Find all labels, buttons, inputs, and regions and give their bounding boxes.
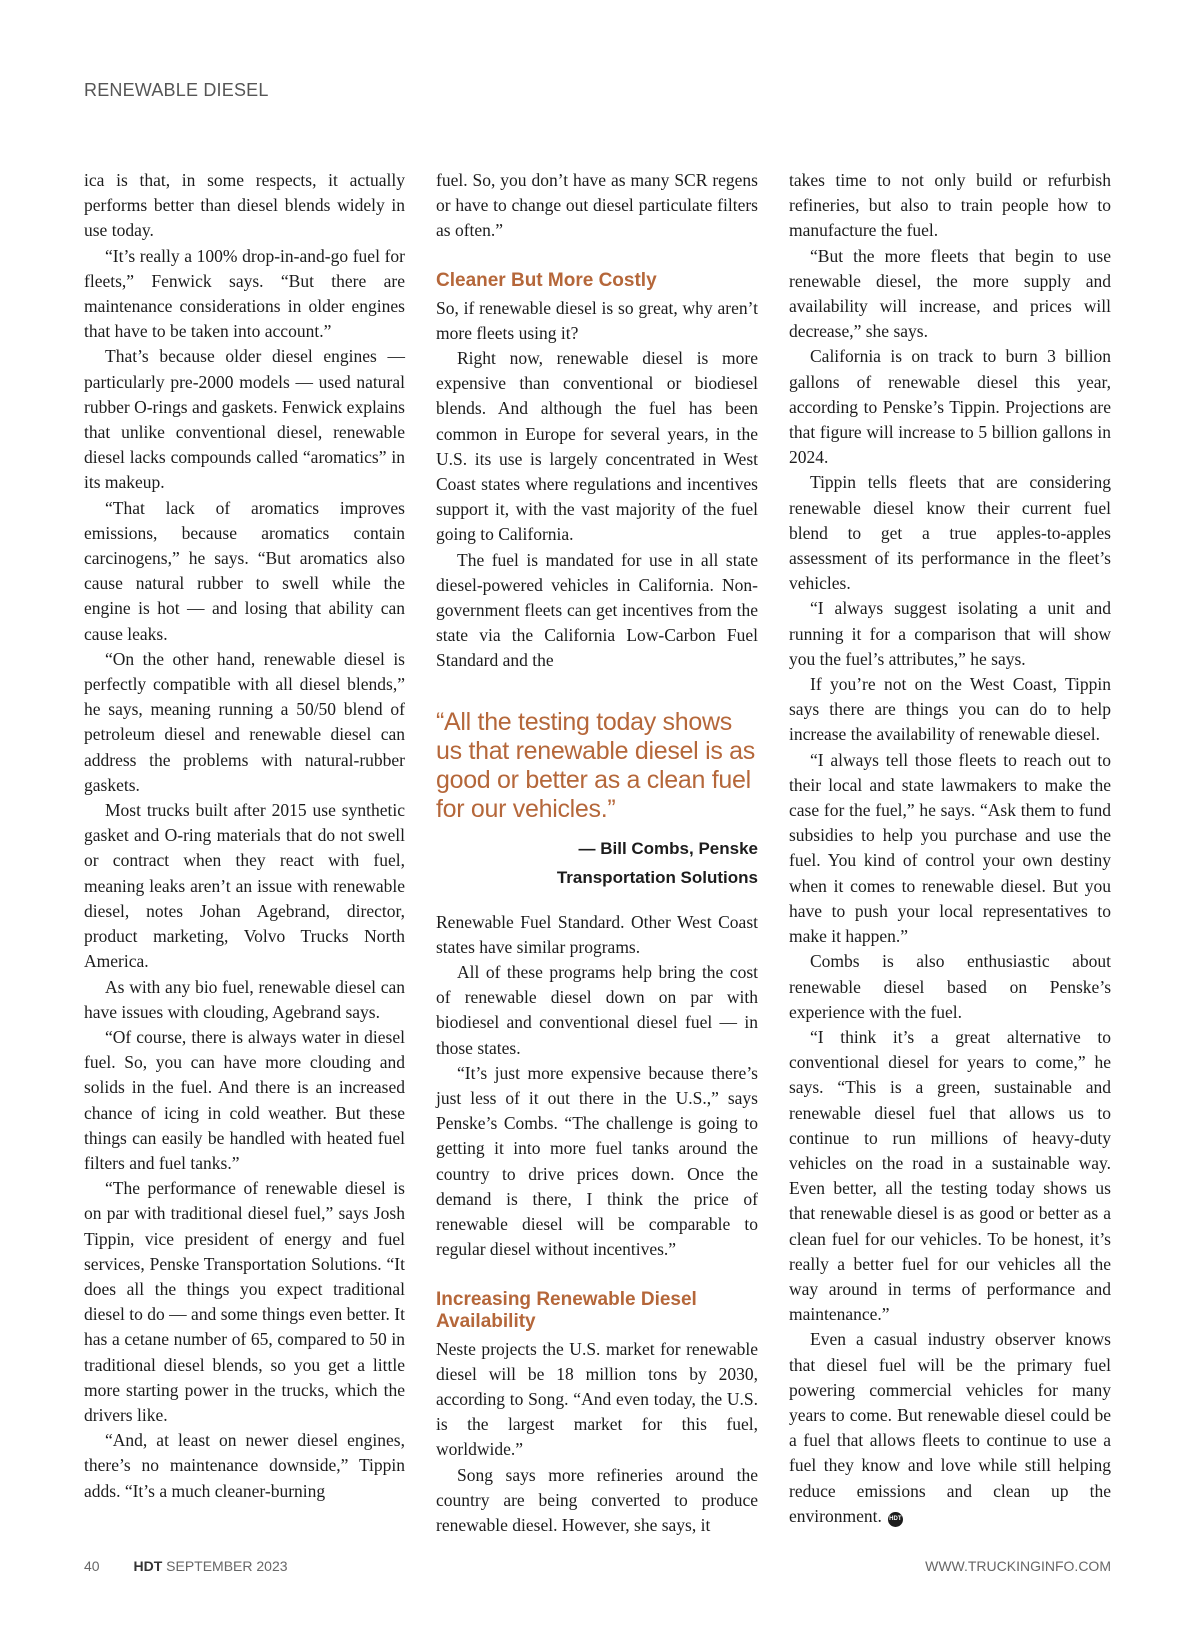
- end-of-article-icon: HDT: [888, 1512, 903, 1527]
- issue-date: SEPTEMBER 2023: [166, 1558, 288, 1574]
- paragraph: “And, at least on newer diesel engines, there’s no maintenance downside,” Tippin adds. “It’s a much cleaner-burning: [84, 1430, 405, 1501]
- paragraph: takes time to not only build or refurbish refineries, but also to train people how to manufacture the fuel.: [789, 170, 1111, 241]
- paragraph: Right now, renewable diesel is more expensive than conventional or biodiesel blends. And although the fuel has been common in Europe for several years, in the U.S. its use is largely concentrated in West Coast states where regulations and incentives support it, with the vast majority of the fuel going to California.: [436, 348, 758, 545]
- paragraph: ica is that, in some respects, it actually performs better than diesel blends widely in use today.: [84, 170, 405, 241]
- paragraph: Combs is also enthusiastic about renewable diesel based on Penske’s experience with the fuel.: [789, 951, 1111, 1022]
- paragraph: Song says more refineries around the country are being converted to produce renewable diesel. However, she says, it: [436, 1464, 758, 1535]
- page-number: 40: [84, 1558, 100, 1574]
- paragraph: “But the more fleets that begin to use renewable diesel, the more supply and availability will increase, and prices will decrease,” she says.: [789, 245, 1111, 342]
- paragraph: If you’re not on the West Coast, Tippin says there are things you can do to help increase the availability of renewable diesel.: [789, 674, 1111, 745]
- paragraph: Neste projects the U.S. market for renewable diesel will be 18 million tons by 2030, according to Song. “And even today, the U.S. is the largest market for this fuel, worldwide.”: [436, 1338, 758, 1460]
- pull-quote-attribution: [436, 834, 758, 892]
- paragraph: “Of course, there is always water in diesel fuel. So, you can have more clouding and solids in the fuel. And there is an increased chance of icing in cold weather. But these things can easily be handled with heated fuel filters and fuel tanks.”: [84, 1026, 405, 1173]
- paragraph: Most trucks built after 2015 use synthetic gasket and O-ring materials that do not swell or contract when they react with fuel, meaning leaks aren’t an issue with renewable diesel, notes Johan Agebrand, director, product marketing, Volvo Trucks North America.: [84, 800, 405, 972]
- paragraph: fuel. So, you don’t have as many SCR regens or have to change out diesel particulate filters as often.”: [436, 170, 758, 241]
- section-label: RENEWABLE DIESEL: [84, 80, 269, 100]
- paragraph: “I always tell those fleets to reach out to their local and state lawmakers to make the case for the fuel,” he says. “Ask them to fund subsidies to help you purchase and use the fuel. You kind of control your own destiny when it comes to renewable diesel. But you have to push your local representatives to make it happen.”: [789, 749, 1111, 947]
- paragraph: So, if renewable diesel is so great, why aren’t more fleets using it?: [436, 297, 758, 343]
- footer-left: [84, 1558, 288, 1574]
- paragraph: “It’s just more expensive because there’s just less of it out there in the U.S.,” says Penske’s Combs. “The challenge is going to getting it into more fuel tanks around the country to drive prices down. Once the demand is there, I think the price of renewable diesel will be comparable to regular diesel without incentives.”: [436, 1062, 758, 1260]
- paragraph: The fuel is mandated for use in all state diesel-powered vehicles in California. Non-government fleets can get incentives from the state via the California Low-Carbon Fuel Standard and the: [436, 549, 758, 671]
- article-column-1: [84, 168, 405, 1504]
- paragraph: “The performance of renewable diesel is on par with traditional diesel fuel,” says Josh Tippin, vice president of energy and fuel services, Penske Transportation Solutions. “It does all the things you expect traditional diesel to do — and some things even better. It has a cetane number of 65, compared to 50 in traditional diesel blends, so you get a little more starting power in the trucks, which the drivers like.: [84, 1178, 405, 1425]
- pull-quote: “All the testing today shows us that renewable diesel is as good or better as a clean fuel for our vehicles.”: [436, 707, 755, 823]
- article-column-3: [789, 168, 1111, 1529]
- attribution-line-1: — Bill Combs, Penske: [578, 838, 758, 858]
- attribution-line-2: Transportation Solutions: [556, 867, 758, 887]
- subheading-increasing-availability: Increasing Renewable Diesel Availability: [436, 1288, 697, 1332]
- paragraph: “I always suggest isolating a unit and running it for a comparison that will show you the fuel’s attributes,” he says.: [789, 598, 1111, 669]
- paragraph: Renewable Fuel Standard. Other West Coast states have similar programs.: [436, 911, 758, 957]
- paragraph-final-text: Even a casual industry observer knows that diesel fuel will be the primary fuel powering commercial vehicles for many years to come. But renewable diesel could be a fuel that allows fleets to continue to use a fuel they know and love while still helping reduce emissions and clean up the environment.: [789, 1329, 1111, 1526]
- footer-website: WWW.TRUCKINGINFO.COM: [925, 1558, 1111, 1574]
- article-column-2: [436, 168, 758, 1538]
- paragraph: “That lack of aromatics improves emissions, because aromatics contain carcinogens,” he says. “But aromatics also cause natural rubber to swell while the engine is hot — and losing that ability can cause leaks.: [84, 497, 405, 644]
- paragraph: All of these programs help bring the cost of renewable diesel down on par with biodiesel and conventional diesel fuel — in those states.: [436, 962, 758, 1058]
- paragraph: “On the other hand, renewable diesel is perfectly compatible with all diesel blends,” he says, meaning running a 50/50 blend of petroleum diesel and renewable diesel can address the problems with natural-rubber gaskets.: [84, 648, 405, 795]
- subheading-cleaner-but-more-costly: Cleaner But More Costly: [436, 269, 657, 291]
- publication-name: HDT: [133, 1558, 163, 1574]
- paragraph: Tippin tells fleets that are considering renewable diesel know their current fuel blend to get a true apples-to-apples assessment of its performance in the fleet’s vehicles.: [789, 472, 1111, 594]
- paragraph: California is on track to burn 3 billion gallons of renewable diesel this year, according to Penske’s Tippin. Projections are that figure will increase to 5 billion gallons in 2024.: [789, 346, 1111, 468]
- paragraph: That’s because older diesel engines — particularly pre-2000 models — used natural rubber O-rings and gaskets. Fenwick explains that unlike conventional diesel, renewable diesel lacks compounds called “aromatics” in its makeup.: [84, 346, 405, 493]
- paragraph: “I think it’s a great alternative to conventional diesel for years to come,” he says. “This is a green, sustainable and renewable diesel fuel that allows us to continue to run millions of heavy-duty vehicles on the road in a sustainable way. Even better, all the testing today shows us that renewable diesel is as good or better as a clean fuel for our vehicles. To be honest, it’s really a better fuel for our vehicles all the way around in terms of performance and maintenance.”: [789, 1026, 1111, 1325]
- paragraph: “It’s really a 100% drop-in-and-go fuel for fleets,” Fenwick says. “But there are maintenance considerations in older engines that have to be taken into account.”: [84, 245, 405, 342]
- paragraph-final: [789, 1327, 1111, 1529]
- paragraph: As with any bio fuel, renewable diesel can have issues with clouding, Agebrand says.: [84, 976, 405, 1022]
